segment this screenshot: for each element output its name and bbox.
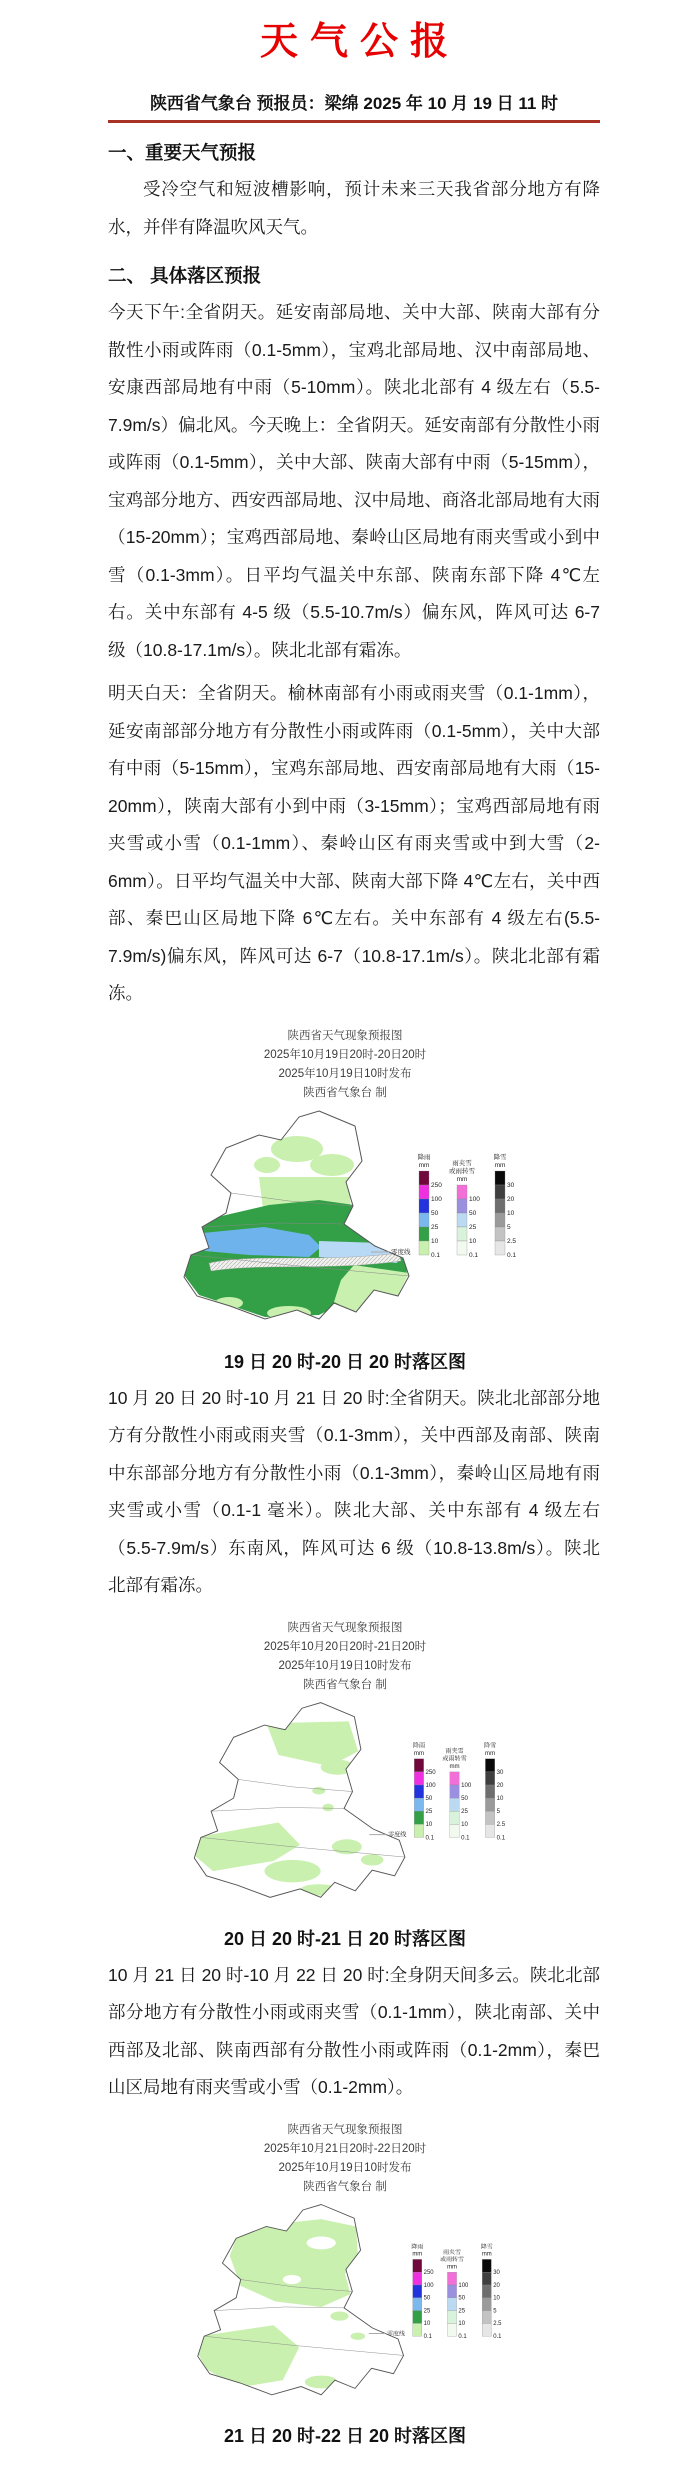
svg-text:25: 25 xyxy=(458,2307,466,2314)
shaanxi-forecast-map-day2 xyxy=(180,1697,510,1917)
svg-text:0.1: 0.1 xyxy=(469,1251,479,1259)
svg-text:10: 10 xyxy=(431,1237,439,1245)
svg-text:50: 50 xyxy=(469,1209,477,1217)
svg-text:或雨转雪: 或雨转雪 xyxy=(440,2256,464,2263)
svg-text:100: 100 xyxy=(461,1781,472,1789)
svg-text:25: 25 xyxy=(425,1807,433,1815)
map-figure-day2 xyxy=(0,1619,690,1951)
svg-text:降雪: 降雪 xyxy=(484,1742,497,1750)
svg-text:100: 100 xyxy=(423,2282,434,2289)
svg-text:mm: mm xyxy=(481,2251,492,2258)
svg-text:100: 100 xyxy=(425,1781,436,1789)
svg-text:100: 100 xyxy=(431,1195,442,1203)
svg-text:100: 100 xyxy=(458,2282,469,2289)
svg-text:mm: mm xyxy=(494,1161,506,1169)
svg-text:25: 25 xyxy=(431,1223,439,1231)
page-title: 天气公报 xyxy=(259,21,460,63)
masthead: 陕西省气象台 预报员：梁绵 2025 年 10 月 19 日 11 时 xyxy=(108,89,600,123)
svg-text:零度线: 零度线 xyxy=(387,2330,405,2337)
section1-heading: 一、重要天气预报 xyxy=(108,142,257,163)
svg-text:0.1: 0.1 xyxy=(423,2333,432,2340)
map3-header-line2: 2025年10月21日20时-22日20时 xyxy=(263,2142,427,2155)
svg-text:100: 100 xyxy=(469,1195,480,1203)
svg-text:50: 50 xyxy=(425,1794,433,1802)
svg-text:mm: mm xyxy=(447,2264,457,2271)
svg-text:雨夹雪: 雨夹雪 xyxy=(445,1747,464,1755)
forecast-paragraph-oct21: 10 月 21 日 20 时-10 月 22 日 20 时:全身阴天间多云。陕北北部部分地方有分散性小雨或雨夹雪（0.1-1mm），陕北南部、关中西部及北部、陕南西部有分散性小雨或阵雨（0.1-2mm），秦巴山区局地有雨夹雪或小雪（0.1-2mm）。 xyxy=(108,1964,600,2097)
svg-text:0.1: 0.1 xyxy=(507,1251,517,1259)
svg-text:0.1: 0.1 xyxy=(458,2333,467,2340)
map3-header-line1: 陕西省天气现象预报图 xyxy=(287,2123,403,2136)
svg-text:雨夹雪: 雨夹雪 xyxy=(443,2249,461,2256)
svg-text:或雨转雪: 或雨转雪 xyxy=(449,1167,475,1175)
svg-text:0.1: 0.1 xyxy=(496,1833,506,1841)
svg-text:30: 30 xyxy=(507,1181,515,1189)
forecast-paragraph-today: 今天下午:全省阴天。延安南部局地、关中大部、陕南大部有分散性小雨或阵雨（0.1-5mm），宝鸡北部局地、汉中南部局地、安康西部局地有中雨（5-10mm）。陕北北部有 4 级左右（5.5-7.9m/s）偏北风。今天晚上：全省阴天。延安南部有分散性小雨或阵雨（0.1-5mm），关中大部、陕南大部有中雨（5-15mm），宝鸡部分地方、西安西部局地、汉中局地、商洛北部局地有大雨（15-20mm）；宝鸡西部局地、秦岭山区局地有雨夹雪或小到中雪（0.1-3mm）。日平均气温关中东部、陕南东部下降 4℃左右。关中东部有 4-5 级（5.5-10.7m/s）偏东风，阵风可达 6-7 级（10.8-17.1m/s）。陕北北部有霜冻。 xyxy=(108,302,600,660)
shaanxi-forecast-map-day1 xyxy=(169,1105,521,1340)
svg-text:25: 25 xyxy=(469,1223,477,1231)
map1-caption: 19 日 20 时-20 日 20 时落区图 xyxy=(223,1351,467,1372)
svg-text:50: 50 xyxy=(458,2295,466,2302)
svg-text:mm: mm xyxy=(413,1749,425,1757)
svg-text:20: 20 xyxy=(496,1781,504,1789)
section1-body: 受冷空气和短波槽影响，预计未来三天我省部分地方有降水，并伴有降温吹风天气。 xyxy=(108,179,600,237)
svg-text:10: 10 xyxy=(507,1209,515,1217)
svg-text:雨夹雪: 雨夹雪 xyxy=(452,1159,472,1167)
map1-header-line4: 陕西省气象台 制 xyxy=(303,1086,387,1099)
svg-text:2.5: 2.5 xyxy=(493,2320,502,2327)
svg-text:10: 10 xyxy=(458,2320,466,2327)
svg-text:20: 20 xyxy=(493,2282,500,2289)
section2-heading: 二、 具体落区预报 xyxy=(108,265,262,286)
map-figure-day3 xyxy=(0,2121,690,2448)
svg-text:降雪: 降雪 xyxy=(493,1153,507,1161)
svg-text:30: 30 xyxy=(493,2269,500,2276)
svg-text:0.1: 0.1 xyxy=(425,1833,434,1841)
svg-text:降雨: 降雨 xyxy=(417,1153,431,1161)
svg-text:250: 250 xyxy=(431,1181,442,1189)
map1-legend xyxy=(371,1152,516,1259)
map-figure-day1 xyxy=(0,1027,690,1374)
svg-text:30: 30 xyxy=(496,1768,504,1776)
svg-text:0.1: 0.1 xyxy=(431,1251,441,1259)
svg-text:mm: mm xyxy=(456,1175,468,1183)
map2-caption: 20 日 20 时-21 日 20 时落区图 xyxy=(223,1928,467,1949)
svg-text:或雨转雪: 或雨转雪 xyxy=(442,1755,467,1763)
svg-text:250: 250 xyxy=(425,1768,436,1776)
svg-text:降雨: 降雨 xyxy=(412,1742,426,1750)
svg-text:降雪: 降雪 xyxy=(480,2243,493,2250)
map2-legend xyxy=(369,1741,505,1841)
svg-text:10: 10 xyxy=(461,1820,468,1828)
svg-text:10: 10 xyxy=(425,1820,433,1828)
svg-text:20: 20 xyxy=(507,1195,515,1203)
map2-header-line4: 陕西省气象台 制 xyxy=(303,1678,387,1691)
svg-text:250: 250 xyxy=(423,2269,434,2276)
map1-header-line1: 陕西省天气现象预报图 xyxy=(287,1029,403,1042)
map3-header-line4: 陕西省气象台 制 xyxy=(303,2180,387,2193)
svg-text:10: 10 xyxy=(496,1794,504,1802)
svg-text:5: 5 xyxy=(493,2307,497,2314)
svg-text:mm: mm xyxy=(485,1749,496,1757)
svg-text:mm: mm xyxy=(412,2251,423,2258)
svg-text:25: 25 xyxy=(461,1807,468,1815)
svg-text:10: 10 xyxy=(469,1237,477,1245)
svg-text:10: 10 xyxy=(493,2295,500,2302)
svg-text:mm: mm xyxy=(418,1161,430,1169)
svg-text:50: 50 xyxy=(461,1794,468,1802)
svg-text:50: 50 xyxy=(431,1209,439,1217)
svg-text:零度线: 零度线 xyxy=(391,1248,411,1256)
svg-text:10: 10 xyxy=(423,2320,431,2327)
map1-header-line2: 2025年10月19日20时-20日20时 xyxy=(263,1048,427,1061)
map1-header-line3: 2025年10月19日10时发布 xyxy=(278,1067,412,1080)
map2-header-line2: 2025年10月20日20时-21日20时 xyxy=(263,1640,427,1653)
forecast-paragraph-tomorrow: 明天白天：全省阴天。榆林南部有小雨或雨夹雪（0.1-1mm），延安南部部分地方有分散性小雨或阵雨（0.1-5mm），关中大部有中雨（5-15mm），宝鸡东部局地、西安南部局地有大雨（15-20mm），陕南大部有小到中雨（3-15mm）；宝鸡西部局地有雨夹雪或小雪（0.1-1mm）、秦岭山区有雨夹雪或中到大雪（2-6mm）。日平均气温关中大部、陕南大部下降 4℃左右，关中西部、秦巴山区局地下降 6℃左右。关中东部有 4 级左右(5.5-7.9m/s)偏东风，阵风可达 6-7（10.8-17.1m/s）。陕北北部有霜冻。 xyxy=(108,683,600,1003)
svg-text:2.5: 2.5 xyxy=(507,1237,517,1245)
svg-text:5: 5 xyxy=(496,1807,501,1815)
svg-text:50: 50 xyxy=(423,2295,431,2302)
svg-text:零度线: 零度线 xyxy=(388,1830,407,1838)
map3-header-line3: 2025年10月19日10时发布 xyxy=(278,2161,412,2174)
map2-header-line1: 陕西省天气现象预报图 xyxy=(287,1621,403,1634)
map2-header-line3: 2025年10月19日10时发布 xyxy=(278,1659,412,1672)
svg-text:0.1: 0.1 xyxy=(461,1833,470,1841)
shaanxi-forecast-map-day3 xyxy=(184,2199,506,2414)
svg-text:降雨: 降雨 xyxy=(411,2243,424,2250)
svg-text:mm: mm xyxy=(449,1762,460,1770)
map3-legend xyxy=(369,2242,502,2340)
svg-text:25: 25 xyxy=(423,2307,431,2314)
svg-text:5: 5 xyxy=(507,1223,511,1231)
svg-text:2.5: 2.5 xyxy=(496,1820,506,1828)
map3-caption: 21 日 20 时-22 日 20 时落区图 xyxy=(223,2425,467,2446)
forecast-paragraph-oct20: 10 月 20 日 20 时-10 月 21 日 20 时:全省阴天。陕北北部部分地方有分散性小雨或雨夹雪（0.1-3mm），关中西部及南部、陕南中东部部分地方有分散性小雨（0.1-3mm），秦岭山区局地有雨夹雪或小雪（0.1-1 毫米）。陕北大部、关中东部有 4 级左右（5.5-7.9m/s）东南风，阵风可达 6 级（10.8-13.8m/s）。陕北北部有霜冻。 xyxy=(108,1387,600,1595)
svg-text:0.1: 0.1 xyxy=(493,2333,502,2340)
